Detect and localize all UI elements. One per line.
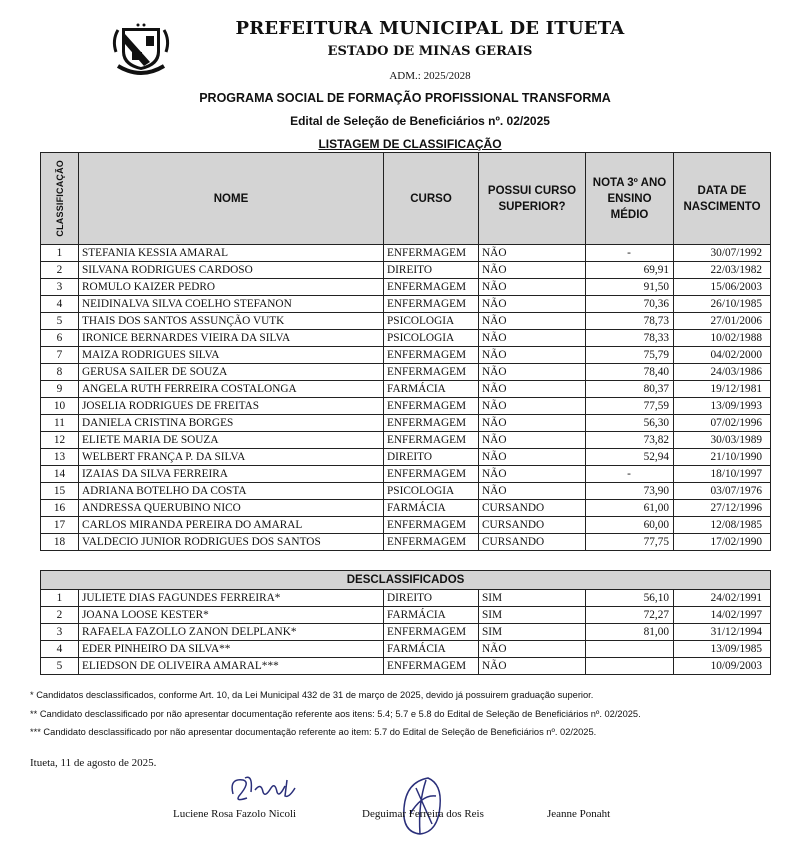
cell-birth-date: 12/08/1985 [674,517,771,534]
table-row [41,449,771,466]
cell-birth-date: 24/02/1991 [674,590,771,607]
cell-classification: 5 [41,313,79,330]
cell-birth-date: 18/10/1997 [674,466,771,483]
cell-grade: 56,30 [586,415,674,432]
cell-grade: 73,82 [586,432,674,449]
cell-higher-education: SIM [479,624,586,641]
cell-classification: 3 [41,279,79,296]
cell-birth-date: 19/12/1981 [674,381,771,398]
cell-name: JULIETE DIAS FAGUNDES FERREIRA* [79,590,384,607]
cell-course: ENFERMAGEM [384,279,479,296]
cell-grade: 81,00 [586,624,674,641]
cell-birth-date: 14/02/1997 [674,607,771,624]
table-row [41,590,771,607]
cell-classification: 17 [41,517,79,534]
cell-name: CARLOS MIRANDA PEREIRA DO AMARAL [79,517,384,534]
signature-mark [398,774,446,840]
cell-grade: 61,00 [586,500,674,517]
cell-name: THAIS DOS SANTOS ASSUNÇÃO VUTK [79,313,384,330]
cell-classification: 5 [41,658,79,675]
cell-course: ENFERMAGEM [384,517,479,534]
cell-name: IRONICE BERNARDES VIEIRA DA SILVA [79,330,384,347]
cell-grade: 52,94 [586,449,674,466]
cell-classification: 3 [41,624,79,641]
cell-higher-education: NÃO [479,658,586,675]
cell-higher-education: NÃO [479,415,586,432]
cell-higher-education: NÃO [479,296,586,313]
cell-birth-date: 27/12/1996 [674,500,771,517]
cell-higher-education: NÃO [479,262,586,279]
table-row [41,517,771,534]
cell-grade: 70,36 [586,296,674,313]
cell-course: ENFERMAGEM [384,658,479,675]
cell-name: JOANA LOOSE KESTER* [79,607,384,624]
table-row [41,296,771,313]
cell-classification: 11 [41,415,79,432]
cell-course: PSICOLOGIA [384,330,479,347]
cell-higher-education: NÃO [479,279,586,296]
cell-grade: 73,90 [586,483,674,500]
cell-name: NEIDINALVA SILVA COELHO STEFANON [79,296,384,313]
signatory-name: Luciene Rosa Fazolo Nicoli [173,808,297,820]
disqualified-table [40,570,771,675]
cell-course: ENFERMAGEM [384,245,479,262]
cell-higher-education: SIM [479,607,586,624]
edital-reference: Edital de Seleção de Beneficiários nº. 02/2025 [290,114,550,128]
cell-higher-education: NÃO [479,245,586,262]
table-row [41,607,771,624]
table-row [41,398,771,415]
cell-birth-date: 21/10/1990 [674,449,771,466]
cell-higher-education: CURSANDO [479,517,586,534]
cell-birth-date: 22/03/1982 [674,262,771,279]
cell-name: MAIZA RODRIGUES SILVA [79,347,384,364]
cell-birth-date: 15/06/2003 [674,279,771,296]
cell-course: DIREITO [384,590,479,607]
cell-name: ANGELA RUTH FERREIRA COSTALONGA [79,381,384,398]
cell-classification: 4 [41,641,79,658]
footnotes [30,686,790,742]
cell-classification: 4 [41,296,79,313]
cell-birth-date: 30/07/1992 [674,245,771,262]
list-title: LISTAGEM DE CLASSIFICAÇÃO [318,137,502,151]
cell-name: ADRIANA BOTELHO DA COSTA [79,483,384,500]
cell-course: ENFERMAGEM [384,415,479,432]
cell-grade: 78,73 [586,313,674,330]
municipal-coat-of-arms-icon [110,22,172,77]
cell-higher-education: NÃO [479,641,586,658]
table-row [41,347,771,364]
cell-name: SILVANA RODRIGUES CARDOSO [79,262,384,279]
cell-birth-date: 17/02/1990 [674,534,771,551]
cell-name: ANDRESSA QUERUBINO NICO [79,500,384,517]
cell-classification: 9 [41,381,79,398]
cell-name: WELBERT FRANÇA P. DA SILVA [79,449,384,466]
cell-higher-education: CURSANDO [479,500,586,517]
table-row [41,641,771,658]
column-header-grade: NOTA 3º ANO ENSINO MÉDIO [586,153,674,245]
cell-name: IZAIAS DA SILVA FERREIRA [79,466,384,483]
cell-classification: 2 [41,607,79,624]
cell-name: ELIETE MARIA DE SOUZA [79,432,384,449]
table-row [41,415,771,432]
signatory-name: Deguimar Ferreira dos Reis [362,808,484,820]
cell-classification: 15 [41,483,79,500]
cell-birth-date: 24/03/1986 [674,364,771,381]
table-row [41,279,771,296]
cell-grade: 75,79 [586,347,674,364]
table-row [41,658,771,675]
cell-higher-education: NÃO [479,347,586,364]
footnote: ** Candidato desclassificado por não apresentar documentação referente aos itens: 5.4; 5.7 e 5.8 do Edital de Seleção de Beneficiários nº. 02/2025. [30,708,641,719]
cell-birth-date: 27/01/2006 [674,313,771,330]
program-name: PROGRAMA SOCIAL DE FORMAÇÃO PROFISSIONAL TRANSFORMA [199,91,611,105]
table-row [41,313,771,330]
table-row [41,483,771,500]
column-header-classification: CLASSIFICAÇÃO [41,153,79,245]
disqualified-title: DESCLASSIFICADOS [41,571,771,590]
table-row [41,364,771,381]
cell-classification: 1 [41,245,79,262]
cell-grade: - [586,466,674,483]
cell-name: EDER PINHEIRO DA SILVA** [79,641,384,658]
cell-grade: 72,27 [586,607,674,624]
table-row [41,466,771,483]
column-header-course: CURSO [384,153,479,245]
cell-birth-date: 13/09/1993 [674,398,771,415]
classification-table [40,152,771,551]
signature-mark [225,772,305,808]
table-row [41,330,771,347]
cell-birth-date: 03/07/1976 [674,483,771,500]
cell-course: ENFERMAGEM [384,347,479,364]
cell-higher-education: NÃO [479,483,586,500]
column-header-birth-date: DATA DE NASCIMENTO [674,153,771,245]
cell-classification: 18 [41,534,79,551]
column-header-name: NOME [79,153,384,245]
table-row [41,534,771,551]
cell-birth-date: 31/12/1994 [674,624,771,641]
cell-course: FARMÁCIA [384,607,479,624]
cell-grade [586,641,674,658]
cell-higher-education: NÃO [479,449,586,466]
cell-classification: 14 [41,466,79,483]
cell-course: ENFERMAGEM [384,466,479,483]
cell-name: DANIELA CRISTINA BORGES [79,415,384,432]
cell-birth-date: 26/10/1985 [674,296,771,313]
cell-course: ENFERMAGEM [384,364,479,381]
cell-classification: 12 [41,432,79,449]
table-row [41,262,771,279]
cell-course: FARMÁCIA [384,381,479,398]
cell-grade: 80,37 [586,381,674,398]
cell-name: ELIEDSON DE OLIVEIRA AMARAL*** [79,658,384,675]
cell-course: PSICOLOGIA [384,313,479,330]
cell-higher-education: NÃO [479,313,586,330]
cell-higher-education: NÃO [479,466,586,483]
cell-grade: 78,33 [586,330,674,347]
cell-grade: - [586,245,674,262]
cell-birth-date: 13/09/1985 [674,641,771,658]
cell-classification: 1 [41,590,79,607]
cell-birth-date: 10/09/2003 [674,658,771,675]
cell-higher-education: NÃO [479,398,586,415]
cell-name: GERUSA SAILER DE SOUZA [79,364,384,381]
table-row [41,624,771,641]
cell-course: ENFERMAGEM [384,398,479,415]
cell-birth-date: 10/02/1988 [674,330,771,347]
cell-classification: 7 [41,347,79,364]
cell-name: VALDECIO JUNIOR RODRIGUES DOS SANTOS [79,534,384,551]
cell-course: FARMÁCIA [384,641,479,658]
column-header-higher-education: POSSUI CURSO SUPERIOR? [479,153,586,245]
table-row [41,432,771,449]
cell-birth-date: 04/02/2000 [674,347,771,364]
cell-name: ROMULO KAIZER PEDRO [79,279,384,296]
cell-course: ENFERMAGEM [384,534,479,551]
cell-grade: 69,91 [586,262,674,279]
cell-classification: 8 [41,364,79,381]
cell-course: ENFERMAGEM [384,432,479,449]
cell-course: DIREITO [384,449,479,466]
cell-higher-education: NÃO [479,432,586,449]
cell-classification: 6 [41,330,79,347]
cell-name: STEFANIA KESSIA AMARAL [79,245,384,262]
cell-name: RAFAELA FAZOLLO ZANON DELPLANK* [79,624,384,641]
cell-higher-education: NÃO [479,381,586,398]
cell-name: JOSELIA RODRIGUES DE FREITAS [79,398,384,415]
cell-higher-education: CURSANDO [479,534,586,551]
place-date: Itueta, 11 de agosto de 2025. [30,757,157,769]
cell-grade: 77,75 [586,534,674,551]
cell-classification: 2 [41,262,79,279]
footnote: * Candidatos desclassificados, conforme Art. 10, da Lei Municipal 432 de 31 de março de 2025, devido já possuirem graduação superior. [30,690,594,700]
cell-classification: 16 [41,500,79,517]
cell-grade: 78,40 [586,364,674,381]
signatory-name: Jeanne Ponaht [547,808,611,820]
table-row [41,381,771,398]
cell-grade: 77,59 [586,398,674,415]
cell-higher-education: NÃO [479,364,586,381]
cell-course: ENFERMAGEM [384,624,479,641]
cell-course: FARMÁCIA [384,500,479,517]
document-title: PREFEITURA MUNICIPAL DE ITUETA [235,18,625,39]
cell-grade [586,658,674,675]
state-name: ESTADO DE MINAS GERAIS [327,44,533,59]
cell-birth-date: 30/03/1989 [674,432,771,449]
cell-course: PSICOLOGIA [384,483,479,500]
cell-classification: 10 [41,398,79,415]
cell-birth-date: 07/02/1996 [674,415,771,432]
table-header-row [41,153,771,245]
administration-period: ADM.: 2025/2028 [389,70,471,82]
cell-grade: 56,10 [586,590,674,607]
cell-higher-education: SIM [479,590,586,607]
table-row [41,500,771,517]
cell-course: ENFERMAGEM [384,296,479,313]
footnote: *** Candidato desclassificado por não apresentar documentação referente ao item: 5.7 do Edital de Seleção de Beneficiários nº. 02/2025. [30,727,597,737]
cell-higher-education: NÃO [479,330,586,347]
cell-course: DIREITO [384,262,479,279]
cell-classification: 13 [41,449,79,466]
table-row [41,245,771,262]
cell-grade: 91,50 [586,279,674,296]
cell-grade: 60,00 [586,517,674,534]
